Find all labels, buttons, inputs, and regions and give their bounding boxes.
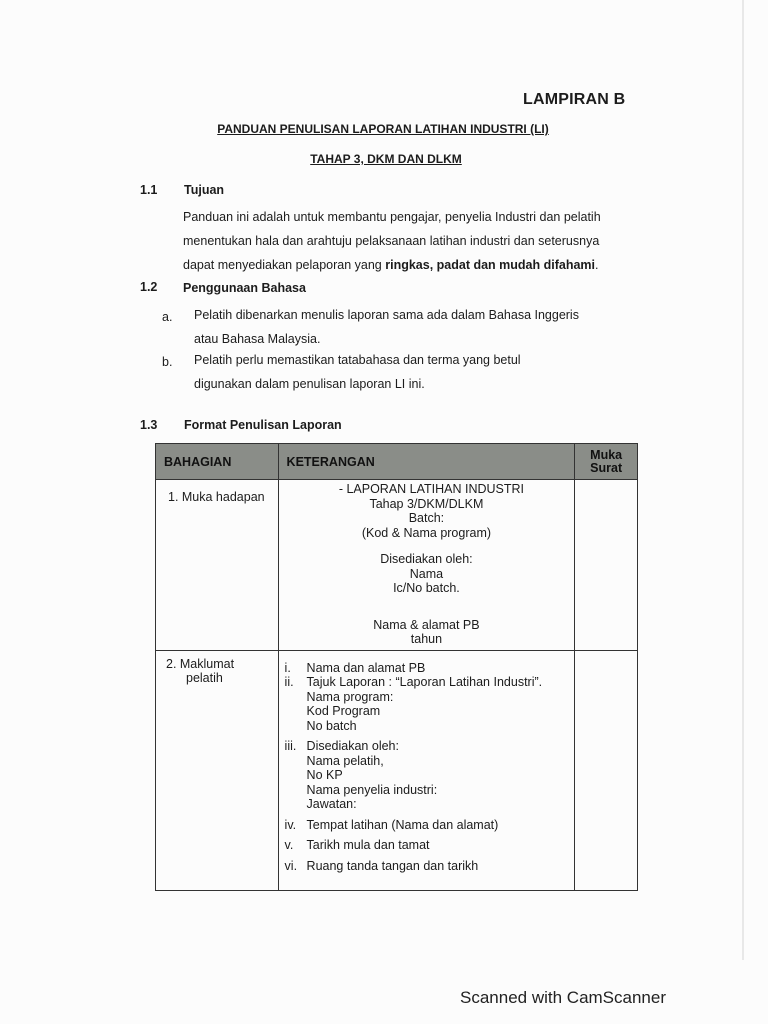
list-item-text: Tempat latihan (Nama dan alamat): [306, 817, 499, 832]
document-title: PANDUAN PENULISAN LAPORAN LATIHAN INDUSTRI (LI): [217, 122, 549, 136]
table-row: [156, 650, 638, 890]
bahagian-text: 2. Maklumat: [166, 656, 235, 671]
paragraph-line: atau Bahasa Malaysia.: [194, 332, 321, 346]
list-marker: a.: [162, 310, 173, 324]
list-item-text: Tajuk Laporan : “Laporan Latihan Industri”.: [306, 675, 543, 689]
spacer: [285, 596, 569, 618]
header-keterangan: KETERANGAN: [278, 444, 575, 480]
section-title: Penggunaan Bahasa: [183, 281, 306, 295]
header-muka-surat: [575, 444, 638, 480]
list-item-text: Nama dan alamat PB: [306, 660, 426, 675]
roman-numeral: i.: [284, 660, 291, 675]
paragraph-line: Pelatih dibenarkan menulis laporan sama ada dalam Bahasa Inggeris: [194, 308, 579, 322]
section-number: 1.3: [140, 418, 158, 432]
list-item-sub: No batch: [306, 718, 357, 733]
list-item-sub: Kod Program: [306, 704, 381, 718]
camscanner-watermark: Scanned with CamScanner: [460, 988, 667, 1007]
paragraph-line: menentukan hala dan arahtuju pelaksanaan latihan industri dan seterusnya: [183, 234, 600, 248]
format-table: [155, 443, 638, 891]
list-item-sub: Nama program:: [306, 689, 394, 704]
list-item: [285, 675, 569, 690]
paper-edge: [742, 0, 744, 960]
list-marker: b.: [162, 355, 173, 369]
cover-line: Nama: [409, 566, 444, 581]
cover-page-content: [285, 482, 569, 647]
list-item-sub: Jawatan:: [306, 797, 357, 811]
lampiran-label: LAMPIRAN B: [523, 91, 626, 108]
bahagian-cell: [156, 480, 279, 651]
list-item: [285, 661, 569, 676]
header-muka-line: Muka: [590, 447, 623, 462]
list-item-text: [194, 303, 579, 351]
bahagian-cell: [156, 650, 279, 890]
roman-numeral: iv.: [284, 817, 297, 832]
list-item-text: Ruang tanda tangan dan tarikh: [306, 858, 479, 873]
spacer: [285, 540, 569, 552]
cover-line: (Kod & Nama program): [361, 525, 492, 540]
paragraph-line: digunakan dalam penulisan laporan LI ini.: [194, 377, 425, 391]
paragraph-bold-text: ringkas, padat dan mudah difahami: [385, 258, 595, 272]
section-title: Tujuan: [184, 183, 225, 197]
muka-surat-cell: [575, 480, 638, 651]
bahagian-text: 1. Muka hadapan: [168, 490, 265, 504]
cover-line: Batch:: [408, 511, 445, 525]
list-item: [285, 838, 569, 853]
list-item-sub: Nama penyelia industri:: [306, 782, 438, 797]
bahagian-text: pelatih: [186, 671, 223, 685]
header-surat-line: Surat: [590, 460, 623, 475]
paragraph-line: [183, 253, 601, 277]
header-bahagian: BAHAGIAN: [156, 444, 279, 480]
cover-line: - LAPORAN LATIHAN INDUSTRI: [338, 482, 525, 496]
roman-numeral: ii.: [284, 675, 294, 689]
cover-line: tahun: [410, 632, 443, 646]
paragraph-text: dapat menyediakan pelaporan yang: [183, 258, 386, 272]
list-item-sub: Nama pelatih,: [306, 753, 384, 768]
roman-numeral: v.: [284, 838, 294, 852]
roman-numeral: iii.: [284, 739, 297, 753]
section-paragraph: [183, 205, 601, 277]
list-item: [285, 859, 569, 874]
cover-line: Disediakan oleh:: [380, 552, 473, 566]
cover-line: Tahap 3/DKM/DLKM: [369, 496, 484, 511]
section-number: 1.1: [140, 183, 158, 197]
list-item: [285, 739, 569, 754]
list-item-text: Disediakan oleh:: [306, 739, 399, 753]
cover-line: Nama & alamat PB: [373, 617, 480, 632]
paragraph-text: .: [595, 258, 599, 272]
table-header-row: [156, 444, 638, 480]
paragraph-line: Panduan ini adalah untuk membantu pengajar, penyelia Industri dan pelatih: [183, 210, 601, 224]
roman-numeral: vi.: [284, 858, 298, 873]
paragraph-line: Pelatih perlu memastikan tatabahasa dan terma yang betul: [194, 353, 521, 367]
keterangan-cell: [278, 480, 575, 651]
keterangan-cell: [278, 650, 575, 890]
table-row: [156, 480, 638, 651]
list-item-text: [194, 348, 521, 396]
list-item-text: Tarikh mula dan tamat: [306, 838, 430, 852]
cover-line: Ic/No batch.: [393, 581, 460, 595]
section-number: 1.2: [140, 280, 158, 294]
list-item-sub: No KP: [306, 768, 343, 782]
list-item: [285, 818, 569, 833]
muka-surat-cell: [575, 650, 638, 890]
section-title: Format Penulisan Laporan: [184, 418, 342, 432]
document-subtitle: TAHAP 3, DKM DAN DLKM: [310, 152, 462, 166]
